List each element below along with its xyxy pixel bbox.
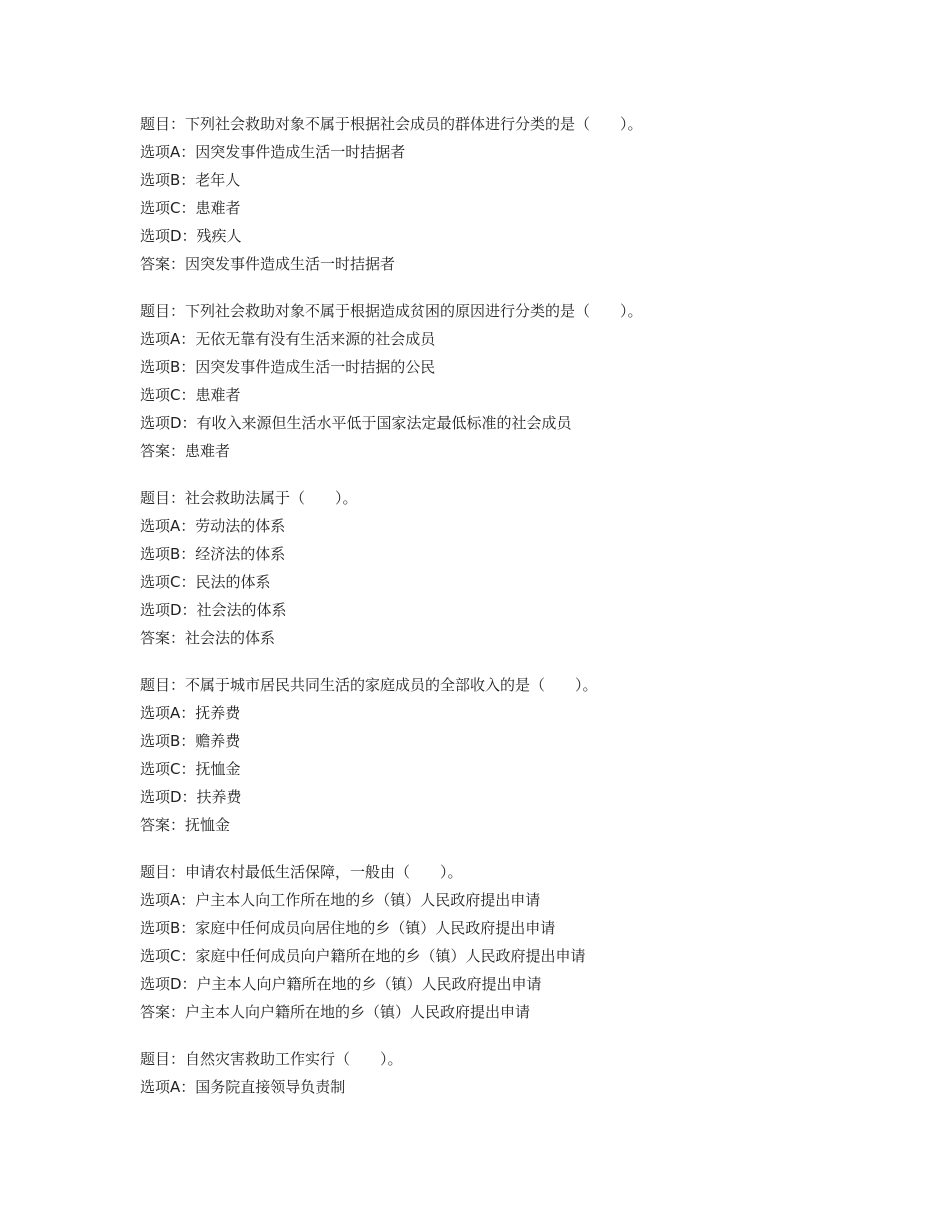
option-d: 选项D：残疾人 [140, 227, 242, 245]
option-c: 选项C：民法的体系 [140, 573, 271, 591]
option-a: 选项A：无依无靠有没有生活来源的社会成员 [140, 330, 436, 348]
option-d: 选项D：有收入来源但生活水平低于国家法定最低标准的社会成员 [140, 414, 572, 432]
option-b: 选项B：老年人 [140, 171, 241, 189]
question-title: 题目：社会救助法属于（ ）。 [140, 489, 358, 507]
option-c: 选项C：家庭中任何成员向户籍所在地的乡（镇）人民政府提出申请 [140, 947, 586, 965]
option-a: 选项A：因突发事件造成生活一时拮据者 [140, 143, 406, 161]
answer-line: 答案：患难者 [140, 442, 231, 460]
option-d: 选项D：社会法的体系 [140, 601, 287, 619]
question-block [140, 1045, 900, 1101]
question-title: 题目：申请农村最低生活保障，一般由（ ）。 [140, 863, 463, 881]
question-title: 题目：不属于城市居民共同生活的家庭成员的全部收入的是（ ）。 [140, 676, 598, 694]
option-b: 选项B：经济法的体系 [140, 545, 286, 563]
document-page [140, 110, 900, 1120]
option-a: 选项A：国务院直接领导负责制 [140, 1078, 346, 1096]
answer-line: 答案：社会法的体系 [140, 629, 276, 647]
question-title: 题目：下列社会救助对象不属于根据造成贫困的原因进行分类的是（ ）。 [140, 302, 643, 320]
option-a: 选项A：抚养费 [140, 704, 241, 722]
question-block [140, 110, 900, 278]
option-b: 选项B：家庭中任何成员向居住地的乡（镇）人民政府提出申请 [140, 919, 556, 937]
question-title: 题目：自然灾害救助工作实行（ ）。 [140, 1050, 403, 1068]
question-block [140, 297, 900, 465]
option-b: 选项B：赡养费 [140, 732, 241, 750]
question-title: 题目：下列社会救助对象不属于根据社会成员的群体进行分类的是（ ）。 [140, 115, 643, 133]
option-d: 选项D：户主本人向户籍所在地的乡（镇）人民政府提出申请 [140, 975, 542, 993]
answer-line: 答案：抚恤金 [140, 816, 231, 834]
question-block [140, 671, 900, 839]
question-block [140, 484, 900, 652]
option-c: 选项C：抚恤金 [140, 760, 241, 778]
question-block [140, 858, 900, 1026]
option-d: 选项D：扶养费 [140, 788, 242, 806]
option-c: 选项C：患难者 [140, 199, 241, 217]
option-c: 选项C：患难者 [140, 386, 241, 404]
option-a: 选项A：劳动法的体系 [140, 517, 286, 535]
answer-line: 答案：户主本人向户籍所在地的乡（镇）人民政府提出申请 [140, 1003, 531, 1021]
option-a: 选项A：户主本人向工作所在地的乡（镇）人民政府提出申请 [140, 891, 541, 909]
option-b: 选项B：因突发事件造成生活一时拮据的公民 [140, 358, 436, 376]
answer-line: 答案：因突发事件造成生活一时拮据者 [140, 255, 396, 273]
